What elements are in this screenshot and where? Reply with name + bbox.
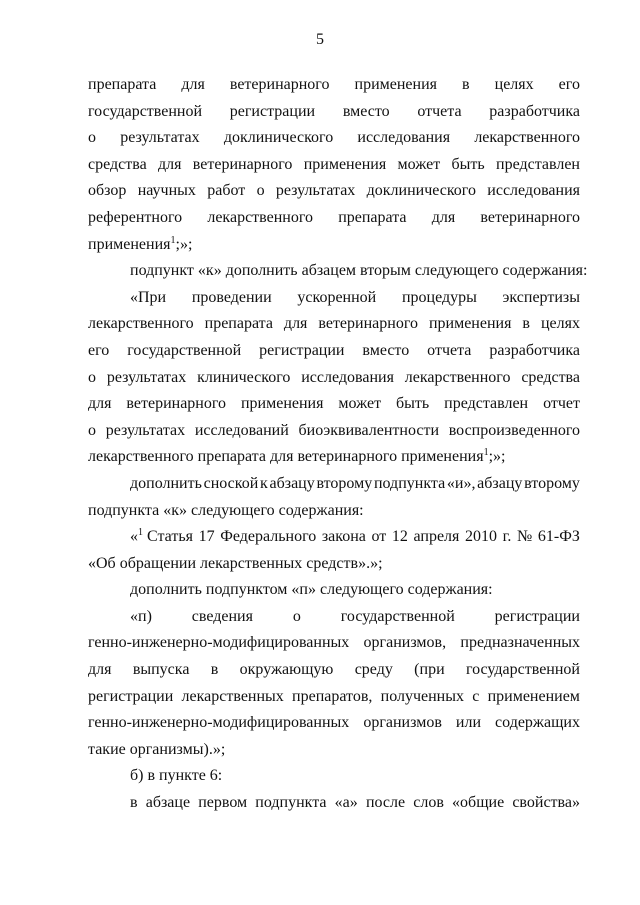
word: доклинического [223, 129, 334, 147]
word: референтного [88, 208, 183, 226]
paragraph-line [88, 790, 580, 817]
paragraph-line [88, 604, 580, 631]
word: генно-инженерно-модифицированных [88, 714, 350, 732]
word: его [88, 341, 110, 359]
word: «а» [334, 794, 358, 812]
document-body [88, 72, 588, 817]
word: окружающую [239, 661, 334, 679]
word: (при [414, 661, 445, 679]
word: государственной [88, 102, 203, 120]
word: 61-ФЗ [537, 528, 580, 546]
word: применения [428, 315, 512, 333]
word: применения [303, 155, 387, 173]
word: «п) [130, 607, 152, 625]
word: исследований [194, 421, 289, 439]
word: сноской [203, 474, 259, 492]
word: государственной [127, 341, 242, 359]
word: для [431, 208, 456, 226]
word: ветеринарного [192, 155, 293, 173]
word: от [371, 528, 387, 546]
para-lines [88, 285, 580, 445]
paragraph-item-b [88, 763, 580, 790]
word: организмов, [363, 634, 447, 652]
word: второму [524, 474, 580, 492]
paragraph-last-line: подпункта «к» следующего содержания: [88, 501, 364, 519]
word: о [88, 129, 96, 147]
word: быть [396, 395, 430, 413]
word: абзацу [477, 474, 523, 492]
word: № [517, 528, 533, 546]
word: отчета [417, 102, 462, 120]
word: препарата [204, 315, 273, 333]
paragraph-preliminary-review [88, 72, 580, 258]
word: в [462, 76, 470, 93]
word: второму [316, 474, 373, 492]
word: быть [451, 155, 485, 173]
word: его [558, 76, 580, 93]
word: для [283, 315, 308, 333]
footnote-ref: 1 [170, 234, 176, 246]
word: закона [321, 528, 366, 546]
word: вместо [342, 102, 390, 120]
word: о [256, 182, 265, 200]
word: абзацу [269, 474, 315, 492]
word: генно-инженерно-модифицированных [88, 634, 350, 652]
paragraph-accelerated-procedure [88, 285, 580, 471]
paragraph-last-line: «Об обращении лекарственных средств».»; [88, 554, 383, 572]
word: работ [207, 182, 246, 200]
word: представлен [496, 155, 580, 173]
word: применением [487, 687, 580, 705]
word: слов [413, 794, 444, 812]
paragraph-line [88, 125, 580, 152]
paragraph-line [88, 99, 580, 126]
word: подпункта [373, 474, 446, 492]
word: препарата [88, 76, 157, 93]
word: клинического [197, 368, 291, 386]
paragraph-line [88, 285, 580, 312]
word: разработчика [489, 102, 580, 120]
paragraph-line [88, 152, 580, 179]
word: целях [540, 315, 580, 333]
paragraph-first-subitem-a [88, 790, 580, 817]
word: научных [137, 182, 196, 200]
page-number: 5 [316, 31, 324, 48]
paragraph-last-line [88, 444, 580, 471]
paragraph-line [88, 205, 580, 232]
para-lines [88, 72, 580, 232]
word: ветеринарного [318, 315, 418, 333]
word: может [338, 395, 382, 413]
word: воспроизведенного [448, 421, 580, 439]
paragraph-last-line: такие организмы).»; [88, 740, 226, 758]
word: результатах [105, 421, 186, 439]
word: полученных [380, 687, 464, 705]
paragraph-line: б) в пункте 6: [130, 767, 223, 785]
word: лекарственного [207, 208, 314, 226]
word: о [88, 421, 96, 439]
text-run: « [130, 528, 138, 546]
word: для [181, 76, 205, 93]
word: регистрации [259, 341, 345, 359]
word: регистрации [494, 607, 580, 625]
word: исследования [357, 129, 451, 147]
word: для [157, 155, 182, 173]
word: лекарственного [404, 368, 511, 386]
word: свойства» [512, 794, 580, 812]
paragraph-footnote-text [88, 524, 580, 577]
word: предназначенных [460, 634, 580, 652]
word: в [522, 315, 530, 333]
paragraph-line [88, 684, 580, 711]
paragraph-line [88, 311, 580, 338]
word: отчет [543, 395, 580, 413]
word: о [88, 368, 96, 386]
word: 17 [198, 528, 215, 546]
paragraph-gmo-info [88, 604, 580, 764]
word: государственной [465, 661, 580, 679]
paragraph-subitem-k [88, 258, 588, 285]
word: содержащих [495, 714, 580, 732]
word: лекарственного [474, 129, 580, 147]
paragraph-line [88, 391, 580, 418]
paragraph-line [88, 338, 580, 365]
word: с [472, 687, 480, 705]
text-run: лекарственного препарата для ветеринарного применения [88, 448, 484, 466]
paragraph-subitem-p [88, 577, 580, 604]
word: ветеринарного [229, 76, 330, 93]
word: «общие [452, 794, 505, 812]
word: может [397, 155, 441, 173]
word: применения [240, 395, 324, 413]
para-lines [88, 471, 580, 498]
word: целях [494, 76, 534, 93]
paragraph-line [88, 710, 580, 737]
word: лекарственного [88, 315, 194, 333]
word: «При [130, 288, 167, 306]
word: средства [521, 368, 580, 386]
word: вместо [362, 341, 410, 359]
text-run: ;»; [488, 448, 506, 466]
word: для [88, 661, 112, 679]
paragraph-line [88, 657, 580, 684]
word: разработчика [489, 341, 580, 359]
word: сведения [191, 607, 253, 625]
word: после [365, 794, 406, 812]
word: применения [354, 76, 437, 93]
word: исследования [301, 368, 394, 386]
paragraph-line [88, 72, 580, 99]
word: государственной [340, 607, 455, 625]
word: результатах [106, 368, 187, 386]
word: процедуры [401, 288, 477, 306]
word: первом [198, 794, 248, 812]
paragraph-line [88, 471, 580, 498]
word: доклинического [366, 182, 476, 200]
paragraph-line [88, 365, 580, 392]
text-run: применения [88, 235, 171, 253]
word: обзор [88, 182, 127, 200]
word: абзаце [145, 794, 191, 812]
word: ветеринарного [126, 395, 227, 413]
word: или [455, 714, 482, 732]
word: в [210, 661, 219, 679]
text-run: Статья [143, 528, 193, 546]
word: выпуска [132, 661, 190, 679]
word: регистрации [229, 102, 316, 120]
word: исследования [487, 182, 580, 200]
word: регистрации [88, 687, 174, 705]
word: препарата [338, 208, 407, 226]
word: средства [88, 155, 147, 173]
word: в [130, 794, 138, 812]
word: результатах [275, 182, 356, 200]
word: апреля [413, 528, 460, 546]
paragraph-last-line [88, 232, 580, 259]
word: ветеринарного [480, 208, 580, 226]
text-run: ;»; [175, 235, 193, 253]
paragraph-add-footnote [88, 471, 580, 524]
paragraph-line: дополнить подпунктом «п» следующего содержания: [130, 581, 493, 599]
word: результатах [120, 129, 200, 147]
word: к [260, 474, 268, 492]
word: представлен [444, 395, 529, 413]
para-lines [88, 604, 580, 737]
paragraph-line [88, 178, 580, 205]
word: экспертизы [502, 288, 580, 306]
word: для [88, 395, 112, 413]
word: ускоренной [297, 288, 377, 306]
paragraph-line [88, 630, 580, 657]
paragraph-first-line [88, 524, 580, 551]
word: г. [502, 528, 512, 546]
word: проведении [191, 288, 272, 306]
paragraph-line [88, 418, 580, 445]
word: препаратов, [292, 687, 373, 705]
footnote-ref: 1 [483, 447, 489, 459]
word: среду [354, 661, 393, 679]
word: о [292, 607, 301, 625]
paragraph-line: подпункт «к» дополнить абзацем вторым следующего содержания: [130, 262, 588, 280]
word: 2010 [465, 528, 498, 546]
word: дополнить [130, 474, 202, 492]
word: Федерального [220, 528, 317, 546]
word: биоэквивалентности [298, 421, 439, 439]
word: отчета [427, 341, 472, 359]
word [130, 524, 193, 551]
word: подпункта [255, 794, 327, 812]
word: лекарственных [181, 687, 284, 705]
word: организмов [363, 714, 442, 732]
footnote-mark: 1 [138, 527, 143, 539]
word: «и», [446, 474, 476, 492]
word: 12 [391, 528, 408, 546]
para-lines [88, 790, 580, 817]
